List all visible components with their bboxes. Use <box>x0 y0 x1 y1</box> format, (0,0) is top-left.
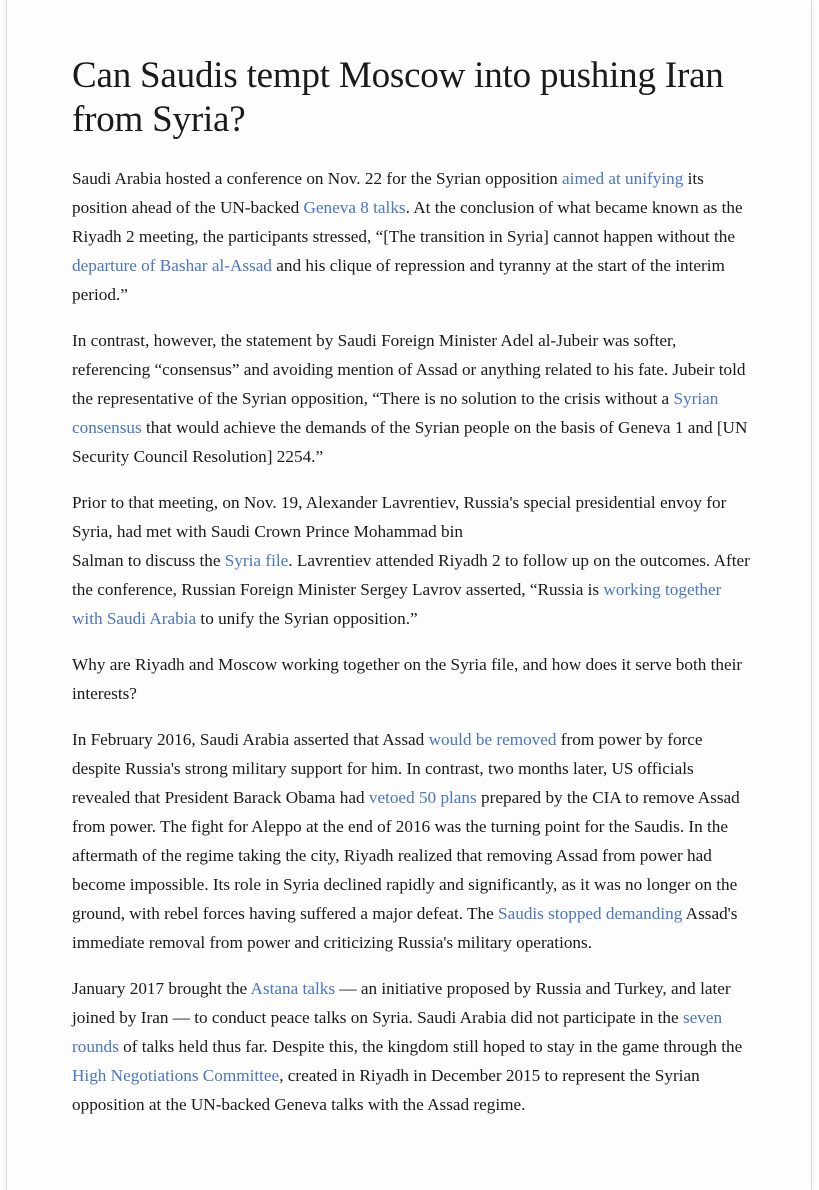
link-astana-talks[interactable]: Astana talks <box>250 979 336 998</box>
article-title: Can Saudis tempt Moscow into pushing Iran from Syria? <box>72 55 724 140</box>
link-high-negotiations-committee[interactable]: High Negotiations Committee <box>72 1066 280 1085</box>
paragraph-4: Why are Riyadh and Moscow working together on the Syria file, and how does it serve both their interests? <box>72 655 743 703</box>
paragraph-2 <box>72 326 752 471</box>
text: In contrast, however, the statement by Saudi Foreign Minister Adel al-Jubeir was softer, referencing “consensus” and avoiding mention of Assad or anything related to his fate. Jubeir told the representative of the Syrian opposition, “There is no solution to the crisis without a <box>72 331 746 408</box>
link-departure-of-assad[interactable]: departure of Bashar al-Assad <box>72 256 272 275</box>
paragraph-1 <box>72 164 752 309</box>
text: to unify the Syrian opposition.” <box>196 609 418 628</box>
link-saudis-stopped-demanding[interactable]: Saudis stopped demanding <box>498 904 683 923</box>
text: Saudi Arabia hosted a conference on Nov. 22 for the Syrian opposition <box>72 169 563 188</box>
link-syria-file[interactable]: Syria file <box>224 551 289 570</box>
text: that would achieve the demands of the Syrian people on the basis of Geneva 1 and [UN Security Council Resolution] 2254.” <box>72 418 748 466</box>
document-page <box>6 0 812 1190</box>
text: In February 2016, Saudi Arabia asserted that Assad <box>72 730 429 749</box>
text: Assad's immediate removal from power and criticizing Russia's military operations. <box>72 904 738 952</box>
text: — an initiative proposed by Russia and Turkey, and later joined by Iran — to conduct peace talks on Syria. Saudi Arabia did not participate in the <box>72 979 731 1027</box>
text: . Lavrentiev attended Riyadh 2 to follow up on the outcomes. After the conference, Russian Foreign Minister Sergey Lavrov asserted, “Russia is <box>72 551 750 599</box>
text: . At the conclusion of what became known as the Riyadh 2 meeting, the participants stressed, “[The transition in Syria] cannot happen without the <box>72 198 743 246</box>
link-syrian-consensus[interactable]: Syrian consensus <box>72 389 719 437</box>
text: of talks held thus far. Despite this, the kingdom still hoped to stay in the game through the <box>118 1037 743 1056</box>
text: , created in Riyadh in December 2015 to represent the Syrian opposition at the UN-backed Geneva talks with the Assad regime. <box>72 1066 700 1114</box>
link-aimed-at-unifying[interactable]: aimed at unifying <box>562 169 684 188</box>
link-would-be-removed[interactable]: would be removed <box>428 730 557 749</box>
link-vetoed-50-plans[interactable]: vetoed 50 plans <box>368 788 477 807</box>
text: Prior to that meeting, on Nov. 19, Alexander Lavrentiev, Russia's special presidential envoy for Syria, had met with Saudi Crown Prince Mohammad bin <box>72 493 727 541</box>
text: prepared by the CIA to remove Assad from power. The fight for Aleppo at the end of 2016 was the turning point for the Saudis. In the aftermath of the regime taking the city, Riyadh realized that removing Assad from power had become impossible. Its role in Syria declined rapidly and significantly, as it was no longer on the ground, with rebel forces having suffered a major defeat. The <box>72 788 740 923</box>
text: and his clique of repression and tyranny at the start of the interim period.” <box>72 256 725 304</box>
link-seven-rounds[interactable]: seven rounds <box>72 1008 723 1056</box>
text: from power by force despite Russia's strong military support for him. In contrast, two months later, US officials revealed that President Barack Obama had <box>72 730 703 807</box>
link-geneva-8-talks[interactable]: Geneva 8 talks <box>303 198 406 217</box>
paragraph-6 <box>72 974 752 1119</box>
article-body <box>72 54 752 1136</box>
link-working-together-with-saudi-arabia[interactable]: working together with Saudi Arabia <box>72 580 722 628</box>
paragraph-3 <box>72 488 752 633</box>
text: January 2017 brought the <box>72 979 251 998</box>
text: its position ahead of the UN-backed <box>72 169 704 217</box>
text: Salman to discuss the <box>72 551 225 570</box>
paragraph-5 <box>72 725 752 957</box>
